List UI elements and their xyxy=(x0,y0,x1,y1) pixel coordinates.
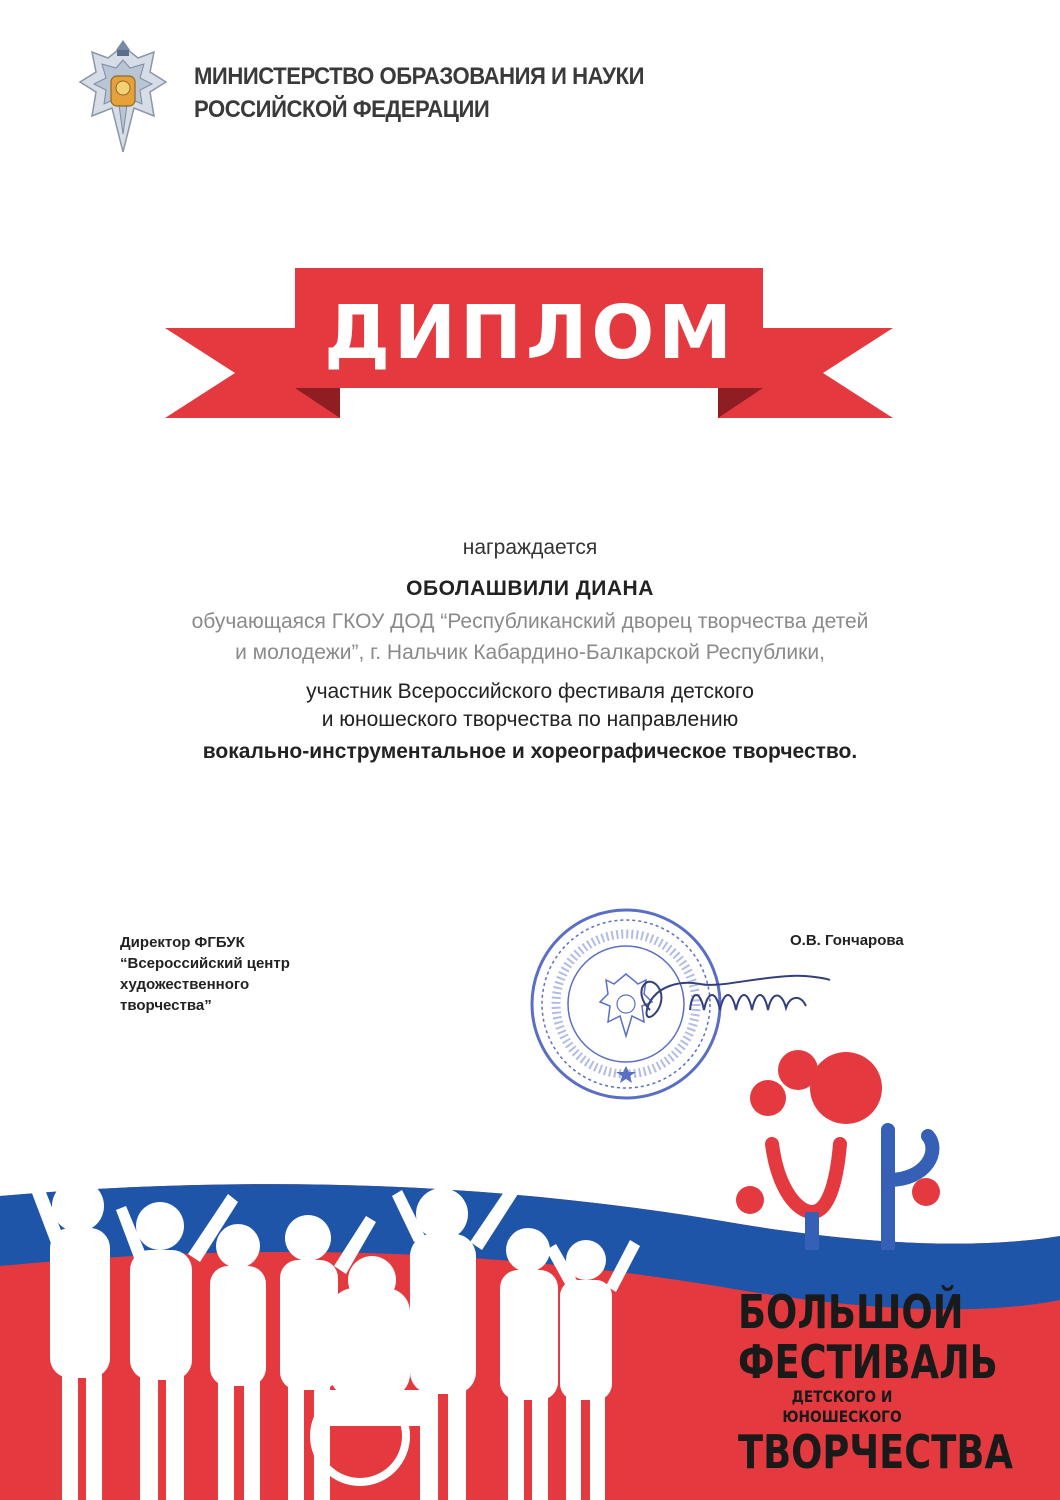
festival-logo-icon xyxy=(728,1040,948,1250)
signer-name: О.В. Гончарова xyxy=(790,932,904,949)
school-line-2: и молодежи”, г. Нальчик Кабардино-Балкарской Республики, xyxy=(235,641,825,664)
handwritten-signature xyxy=(620,960,840,1040)
director-line-1: Директор ФГБУК xyxy=(120,934,245,951)
director-line-3: художественного xyxy=(120,976,250,993)
participant-line-1: участник Всероссийского фестиваля детского xyxy=(306,680,754,703)
school-line-1: обучающаяся ГКОУ ДОД “Республиканский дворец творчества детей xyxy=(191,610,869,633)
festival-line-1: БОЛЬШОЙ xyxy=(738,1285,964,1339)
ministry-line-2: РОССИЙСКОЙ ФЕДЕРАЦИИ xyxy=(194,96,490,123)
participant-line-2: и юношеского творчества по направлению xyxy=(321,708,739,731)
recipient-name: ОБОЛАШВИЛИ ДИАНА xyxy=(406,577,654,600)
school-info xyxy=(80,606,980,668)
director-title xyxy=(120,932,290,1016)
festival-title xyxy=(712,1285,1013,1479)
awarded-label: награждается xyxy=(462,536,598,559)
diploma-title: ДИПЛОМ xyxy=(324,290,736,376)
ministry-emblem-icon xyxy=(72,38,174,160)
participant-info xyxy=(80,678,980,734)
festival-line-4: ТВОРЧЕСТВА xyxy=(738,1425,1013,1479)
director-line-2: “Всероссийский центр xyxy=(120,955,290,972)
festival-line-3: ДЕТСКОГО И ЮНОШЕСКОГО xyxy=(782,1387,902,1426)
ministry-line-1: МИНИСТЕРСТВО ОБРАЗОВАНИЯ И НАУКИ xyxy=(194,63,644,90)
direction-text: вокально-инструментальное и хореографическое творчество. xyxy=(202,740,858,763)
festival-line-2: ФЕСТИВАЛЬ xyxy=(738,1335,998,1389)
ministry-title xyxy=(194,60,644,126)
director-line-4: творчества” xyxy=(120,997,212,1014)
